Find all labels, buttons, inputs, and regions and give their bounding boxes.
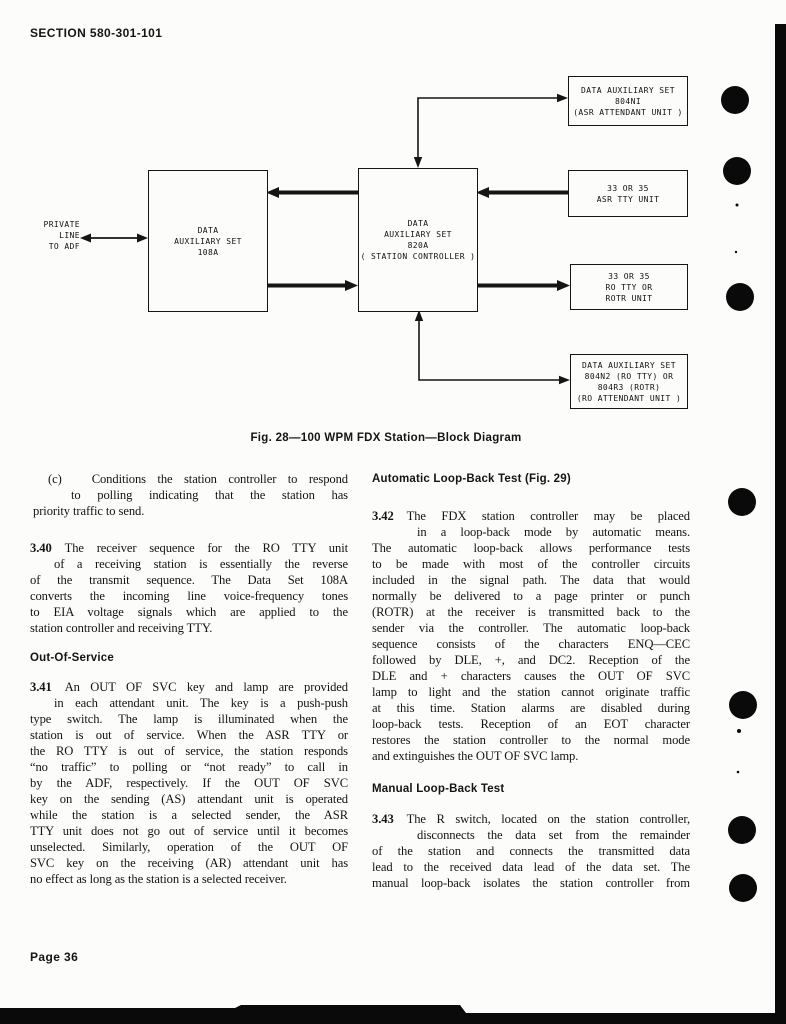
text-line: type switch. The lamp is illuminated when the: [30, 712, 348, 726]
text-line: while the station is a selected sender, the ASR: [30, 808, 348, 822]
binding-hole: [723, 157, 751, 185]
text-line: DLE and + characters causes the OUT OF SVC: [372, 669, 690, 683]
box-text-line: DATA: [197, 225, 219, 235]
box-text-line: DATA AUXILIARY SET: [582, 360, 676, 370]
text-line: in a loop-back mode by automatic means.: [417, 525, 690, 539]
paragraph-3-42: [372, 508, 690, 764]
box-text-line: ASR TTY UNIT: [596, 194, 660, 204]
text-line: station controller and receiving TTY.: [30, 621, 213, 635]
text-line: 3.41 An OUT OF SVC key and lamp are provided: [30, 680, 348, 694]
scan-edge-bottom: [0, 1005, 786, 1024]
text-line: key on the sending (AS) attendant unit is operated: [30, 792, 348, 806]
text-line: 3.43 The R switch, located on the station controller,: [372, 812, 690, 826]
text-line: no effect as long as the station is a selected receiver.: [30, 872, 287, 886]
binding-holes: [721, 86, 757, 902]
text-line: and extinguishes the OUT OF SVC lamp.: [372, 749, 579, 763]
paragraph-3-43: [372, 811, 690, 891]
box-33-or-35-asr-tty-unit: [568, 170, 688, 217]
item-marker: (c): [48, 472, 62, 486]
right-column: [372, 471, 690, 891]
text-line: lead to the received data lead of the data set. The: [372, 860, 690, 874]
scan-speck: [735, 251, 737, 253]
box-text-line: 820A: [407, 241, 429, 250]
text-line: the RO TTY is out of service, the station responds: [30, 744, 348, 758]
text-line: loop-back tests. Reception of an EOT character: [372, 717, 690, 731]
text-line: converts the incoming line voice-frequency tones: [30, 589, 348, 603]
box-text-line: DATA: [407, 219, 429, 228]
paragraph-number: 3.40: [30, 541, 52, 555]
text-line: (ROTR) at the receiver is transmitted back to the: [372, 605, 690, 619]
text-line: to EIA voltage signals which are applied to the: [30, 605, 348, 619]
box-text-line: 804NI: [614, 96, 642, 106]
text-line: station is out of service. When the ASR TTY or: [30, 728, 348, 742]
box-text-line: AUXILIARY SET: [384, 230, 452, 239]
text-line: to polling indicating that the station has: [71, 488, 348, 502]
text-line: by the ADF, respectively. If the OUT OF SVC: [30, 776, 348, 790]
text-line: priority traffic to send.: [33, 504, 145, 518]
text-line: of the transmit sequence. The Data Set 108A: [30, 573, 348, 587]
text-line: (c) Conditions the station controller to respond: [48, 472, 348, 486]
binding-hole: [721, 86, 749, 114]
box-text-line: AUXILIARY SET: [174, 236, 242, 246]
box-text-line: ROTR UNIT: [605, 293, 653, 303]
text-line: of a receiving station is essentially the reverse: [54, 557, 348, 571]
text-line: included in the signal path. The data that would: [372, 573, 690, 587]
private-line-label: [22, 219, 80, 252]
text-line: of the station and connects the transmitted data: [372, 844, 690, 858]
box-text-line: DATA AUXILIARY SET: [581, 85, 675, 95]
box-text-line: 804N2 (RO TTY) OR: [584, 371, 674, 381]
text-line: sender via the controller. The automatic loop-back: [372, 621, 690, 635]
box-33-or-35-ro-tty-or-rotr-unit: [570, 264, 688, 310]
heading-out-of-service: Out-Of-Service: [30, 652, 114, 664]
text-line: restores the station controller to the normal mode: [372, 733, 690, 747]
text-line: 3.42 The FDX station controller may be placed: [372, 509, 690, 523]
list-item-c: [30, 471, 348, 519]
text-line: The automatic loop-back allows performance tests: [372, 541, 690, 555]
box-data-auxiliary-set-804n1-asr-attendant-unit: [568, 76, 688, 126]
text-line: TTY unit does not go out of service until it becomes: [30, 824, 348, 838]
figure-caption: Fig. 28—100 WPM FDX Station—Block Diagram: [250, 432, 522, 444]
box-text-line: 33 OR 35: [608, 271, 650, 281]
binding-hole: [726, 283, 754, 311]
page-number: Page 36: [30, 950, 79, 964]
binding-hole: [728, 488, 756, 516]
text-line: “no traffic” to polling or “not ready” to call in: [30, 760, 348, 774]
paragraph-number: 3.41: [30, 680, 52, 694]
text-line: to be made with most of the controller circuits: [372, 557, 690, 571]
left-column: [30, 471, 348, 887]
heading-manual-loop-back-test: Manual Loop-Back Test: [372, 783, 505, 795]
box-data-auxiliary-set-820a-station-controller: [358, 168, 478, 312]
box-data-auxiliary-set-108a: [148, 170, 268, 312]
box-data-auxiliary-set-804n2-804r3-ro-attendant-unit: [570, 354, 688, 409]
scan-speck: [737, 771, 740, 774]
text-line: disconnects the data set from the remainder: [417, 828, 690, 842]
text-line: sequence consists of the characters ENQ—CEC: [372, 637, 690, 651]
scan-speck: [737, 729, 741, 733]
label-line: TO ADF: [48, 242, 80, 251]
paragraph-number: 3.42: [372, 509, 394, 523]
paragraph-3-41: [30, 679, 348, 887]
scan-speck: [736, 204, 739, 207]
text-line: unselected. Similarly, operation of the OUT OF: [30, 840, 348, 854]
section-header: SECTION 580-301-101: [30, 26, 163, 40]
paragraph-3-40: [30, 540, 348, 636]
text-line: 3.40 The receiver sequence for the RO TTY unit: [30, 541, 348, 555]
box-text-line: ( STATION CONTROLLER ): [360, 252, 476, 261]
box-text-line: 108A: [197, 247, 219, 257]
box-text-line: (RO ATTENDANT UNIT ): [576, 393, 682, 403]
label-line: PRIVATE: [43, 220, 80, 229]
label-line: LINE: [59, 231, 80, 240]
scan-edge-right: [775, 24, 786, 1024]
text-line: manual loop-back isolates the station controller from: [372, 876, 690, 890]
binding-hole: [729, 691, 757, 719]
text-line: at this time. Station alarms are disabled during: [372, 701, 690, 715]
text-line: in each attendant unit. The key is a push-push: [54, 696, 348, 710]
text-line: lamp to light and the station cannot originate traffic: [372, 685, 690, 699]
box-text-line: 33 OR 35: [607, 183, 649, 193]
text-line: followed by DLE, +, and DC2. Reception of the: [372, 653, 690, 667]
binding-hole: [728, 816, 756, 844]
text-line: SVC key on the receiving (AR) attendant unit has: [30, 856, 348, 870]
paragraph-number: 3.43: [372, 812, 394, 826]
box-text-line: 804R3 (ROTR): [597, 382, 661, 392]
box-text-line: (ASR ATTENDANT UNIT ): [573, 107, 683, 117]
box-text-line: RO TTY OR: [605, 282, 653, 292]
text-line: normally be delivered to a page printer or punch: [372, 589, 690, 603]
heading-automatic-loop-back-test: Automatic Loop-Back Test (Fig. 29): [372, 473, 571, 485]
binding-hole: [729, 874, 757, 902]
